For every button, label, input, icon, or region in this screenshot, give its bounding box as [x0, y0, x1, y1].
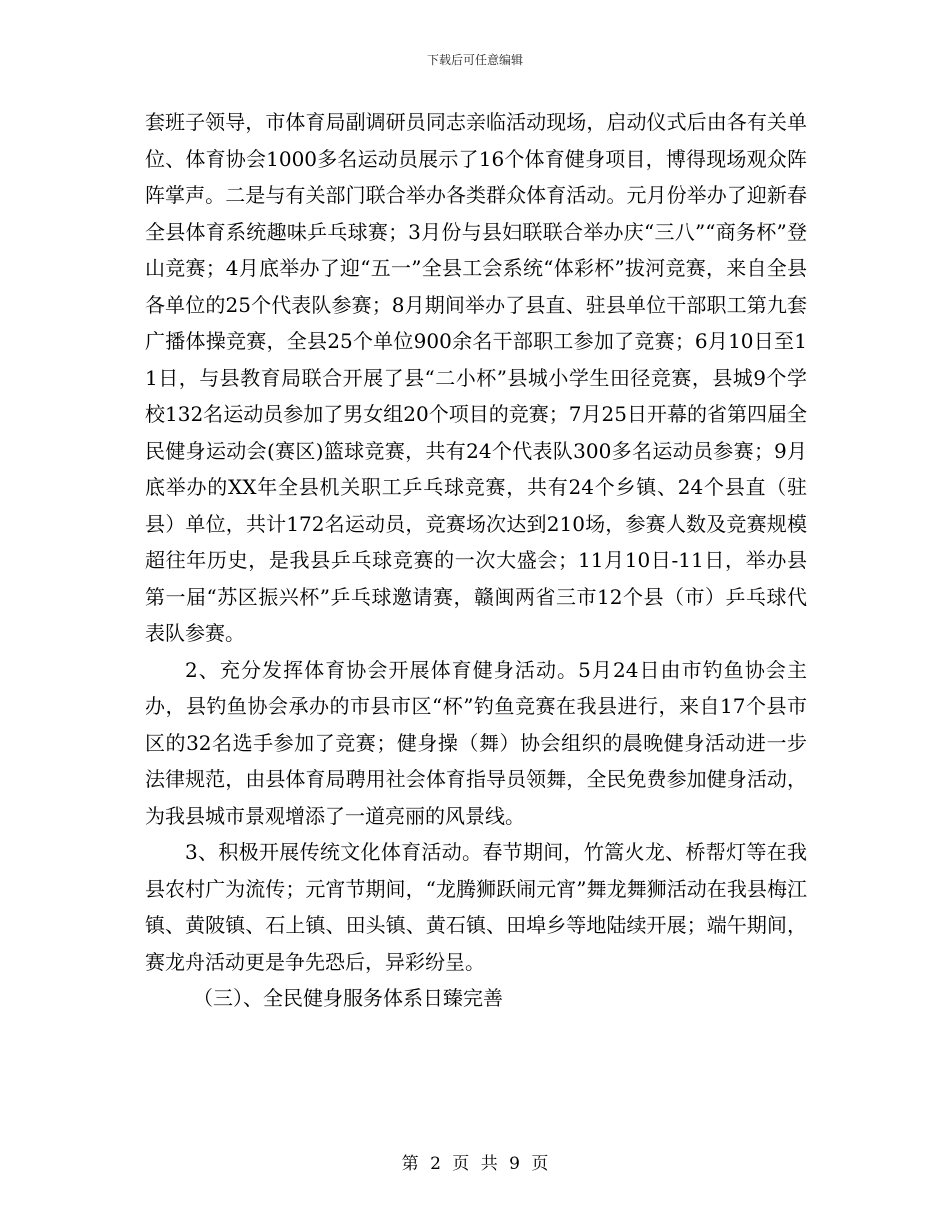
paragraph-continuation: 套班子领导，市体育局副调研员同志亲临活动现场，启动仪式后由各有关单位、体育协会1000多名运动员展示了16个体育健身项目，博得现场观众阵阵掌声。二是与有关部门联合举办各类群众体育活动。元月份举办了迎新春全县体育系统趣味乒乓球赛；3月份与县妇联联合举办庆“三八”“商务杯”登山竞赛；4月底举办了迎“五一”全县工会系统“体彩杯”拔河竞赛，来自全县各单位的25个代表队参赛；8月期间举办了县直、驻县单位干部职工第九套广播体操竞赛，全县25个单位900余名干部职工参加了竞赛；6月10日至11日，与县教育局联合开展了县“二小杯”县城小学生田径竞赛，县城9个学校132名运动员参加了男女组20个项目的竞赛；7月25日开幕的省第四届全民健身运动会(赛区)篮球竞赛，共有24个代表队300多名运动员参赛；9月底举办的XX年全县机关职工乒乓球竞赛，共有24个乡镇、24个县直（驻县）单位，共计172名运动员，竞赛场次达到210场，参赛人数及竞赛规模超往年历史，是我县乒乓球竞赛的一次大盛会；11月10日-11日，举办县第一届“苏区振兴杯”乒乓球邀请赛，赣闽两省三市12个县（市）乒乓球代表队参赛。 — [145, 110, 807, 645]
page-header-note: 下载后可任意编辑 — [426, 53, 523, 67]
document-body — [145, 104, 807, 1017]
page-number: 第 2 页 共 9 页 — [401, 1154, 549, 1174]
paragraph-traditional-culture: 3、积极开展传统文化体育活动。春节期间，竹篙火龙、桥帮灯等在我县农村广为流传；元宵节期间，“龙腾狮跃闹元宵”舞龙舞狮活动在我县梅江镇、黄陂镇、石上镇、田头镇、黄石镇、田埠乡等地陆续开展；端午期间，赛龙舟活动更是争先恐后，异彩纷呈。 — [145, 840, 807, 974]
paragraph-sports-associations: 2、充分发挥体育协会开展体育健身活动。5月24日由市钓鱼协会主办，县钓鱼协会承办的市县市区“杯”钓鱼竞赛在我县进行，来自17个县市区的32名选手参加了竞赛；健身操（舞）协会组织的晨晚健身活动进一步法律规范，由县体育局聘用社会体育指导员领舞，全民免费参加健身活动，为我县城市景观增添了一道亮丽的风景线。 — [145, 657, 807, 828]
section-heading: （三）、全民健身服务体系日臻完善 — [193, 986, 503, 1010]
